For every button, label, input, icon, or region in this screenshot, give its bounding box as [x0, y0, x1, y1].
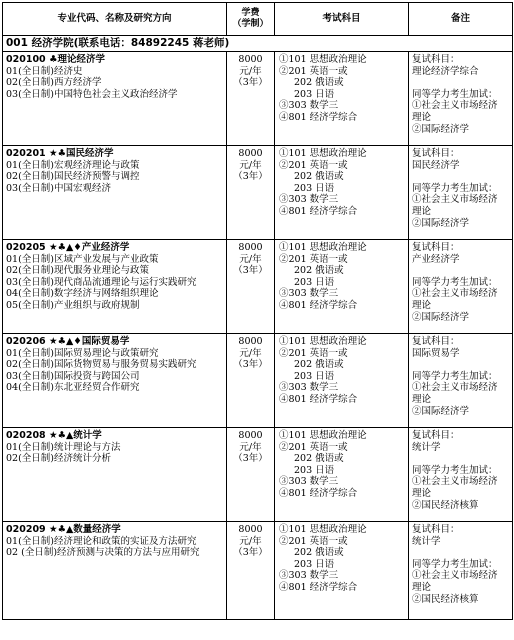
exam-subject: ②201 英语一或: [279, 441, 348, 453]
retest-subject: 产业经济学: [412, 253, 460, 265]
research-direction: 01(全日制)宏观经济理论与政策: [6, 159, 140, 171]
fee-unit: 元/年: [239, 441, 262, 453]
fee-years: （3年）: [233, 359, 268, 371]
exam-subject: ③303 数学三: [279, 194, 339, 206]
research-direction: 03(全日制)国际投资与跨国公司: [6, 370, 140, 382]
fee-amount: 8000: [238, 54, 263, 65]
notes-gap: [412, 547, 510, 559]
college-row: [3, 36, 513, 52]
major-row: [3, 146, 513, 240]
exam-cell: [275, 428, 409, 522]
notes-gap: [412, 171, 510, 183]
retest-label: 复试科目：: [412, 524, 460, 535]
exam-subject: ④801 经济学综合: [279, 111, 358, 123]
research-direction: 01(全日制)经济史: [6, 65, 83, 77]
major-rows: [3, 52, 513, 620]
exam-cell: [275, 146, 409, 240]
retest-subject: 统计学: [412, 441, 441, 453]
exam-subject: 202 俄语或: [294, 265, 344, 277]
notes-cell: [409, 522, 513, 620]
research-direction: 02 (全日制)经济预测与决策的方法与应用研究: [6, 547, 200, 559]
research-direction: 04(全日制)数字经济与网络组织理论: [6, 288, 159, 300]
fee-cell: [227, 146, 275, 240]
exam-subject: 203 日语: [294, 558, 335, 570]
exam-subject: 203 日语: [294, 464, 335, 476]
major-cell: [3, 334, 227, 428]
exam-cell: [275, 52, 409, 146]
equiv-label: 同等学力考生加试：: [412, 182, 498, 194]
major-cell: [3, 52, 227, 146]
exam-subject: ①101 思想政治理论: [279, 430, 367, 441]
notes-cell: [409, 334, 513, 428]
fee-unit: 元/年: [239, 535, 262, 547]
equiv-subject: ①社会主义市场经济: [412, 382, 498, 394]
header-notes: 备注: [409, 3, 513, 36]
major-cell: [3, 146, 227, 240]
equiv-subject: ②国际经济学: [412, 405, 470, 417]
exam-subject: ④801 经济学综合: [279, 393, 358, 405]
exam-subject: ①101 思想政治理论: [279, 524, 367, 535]
exam-subject: ①101 思想政治理论: [279, 54, 367, 65]
fee-cell: [227, 240, 275, 334]
fee-years: （3年）: [233, 547, 268, 559]
retest-label: 复试科目：: [412, 336, 460, 347]
fee-years: （3年）: [233, 453, 268, 465]
exam-subject: 202 俄语或: [294, 453, 344, 465]
retest-label: 复试科目：: [412, 430, 460, 441]
retest-subject: 国民经济学: [412, 159, 460, 171]
research-direction: 02(全日制)经济统计分析: [6, 453, 112, 465]
exam-subject: ④801 经济学综合: [279, 299, 358, 311]
research-direction: 03(全日制)现代商品流通理论与运行实践研究: [6, 276, 197, 288]
major-row: [3, 240, 513, 334]
research-direction: 03(全日制)中国特色社会主义政治经济学: [6, 88, 178, 100]
major-code: 020206 ★♣▲♦国际贸易学: [6, 336, 130, 347]
notes-cell: [409, 146, 513, 240]
fee-cell: [227, 334, 275, 428]
exam-subject: 203 日语: [294, 276, 335, 288]
research-direction: 02(全日制)国际货物贸易与服务贸易实践研究: [6, 359, 197, 371]
research-direction: 04(全日制)东北亚经贸合作研究: [6, 382, 140, 394]
equiv-subject: ②国民经济核算: [412, 593, 479, 605]
notes-cell: [409, 52, 513, 146]
exam-cell: [275, 240, 409, 334]
header-exam: 考试科目: [275, 3, 409, 36]
major-code: 020209 ★♣▲数量经济学: [6, 524, 121, 535]
fee-amount: 8000: [238, 242, 263, 253]
exam-subject: ①101 思想政治理论: [279, 148, 367, 159]
major-row: [3, 52, 513, 146]
fee-amount: 8000: [238, 524, 263, 535]
retest-label: 复试科目：: [412, 148, 460, 159]
equiv-label: 同等学力考生加试：: [412, 370, 498, 382]
fee-years: （3年）: [233, 265, 268, 277]
equiv-subject: ②国际经济学: [412, 217, 470, 229]
exam-subject: 202 俄语或: [294, 359, 344, 371]
header-fee-line2: （学制）: [232, 19, 269, 29]
fee-unit: 元/年: [239, 253, 262, 265]
major-code: 020201 ★♣国民经济学: [6, 148, 114, 159]
equiv-subject: 理论: [412, 393, 432, 405]
research-direction: 02(全日制)国民经济预警与调控: [6, 171, 140, 183]
exam-subject: ②201 英语一或: [279, 535, 348, 547]
fee-cell: [227, 428, 275, 522]
exam-subject: 202 俄语或: [294, 547, 344, 559]
equiv-subject: ①社会主义市场经济: [412, 194, 498, 206]
notes-cell: [409, 240, 513, 334]
equiv-subject: 理论: [412, 111, 432, 123]
notes-gap: [412, 265, 510, 277]
fee-cell: [227, 522, 275, 620]
major-code: 020208 ★♣▲统计学: [6, 430, 102, 441]
fee-amount: 8000: [238, 148, 263, 159]
retest-label: 复试科目：: [412, 242, 460, 253]
fee-unit: 元/年: [239, 65, 262, 77]
fee-unit: 元/年: [239, 159, 262, 171]
exam-cell: [275, 522, 409, 620]
exam-subject: 202 俄语或: [294, 171, 344, 183]
research-direction: 01(全日制)统计理论与方法: [6, 441, 121, 453]
notes-gap: [412, 453, 510, 465]
equiv-subject: 理论: [412, 581, 432, 593]
exam-subject: ④801 经济学综合: [279, 487, 358, 499]
fee-years: （3年）: [233, 77, 268, 89]
exam-subject: ③303 数学三: [279, 100, 339, 112]
exam-subject: ②201 英语一或: [279, 159, 348, 171]
research-direction: 02(全日制)西方经济学: [6, 77, 102, 89]
retest-label: 复试科目：: [412, 54, 460, 65]
college-title: 001 经济学院(联系电话：84892245 蒋老师): [3, 36, 513, 52]
equiv-subject: ②国际经济学: [412, 123, 470, 135]
retest-subject: 理论经济学综合: [412, 65, 479, 77]
exam-subject: ④801 经济学综合: [279, 205, 358, 217]
research-direction: 03(全日制)中国宏观经济: [6, 182, 112, 194]
equiv-subject: ②国际经济学: [412, 311, 470, 323]
equiv-label: 同等学力考生加试：: [412, 276, 498, 288]
major-cell: [3, 522, 227, 620]
exam-subject: 203 日语: [294, 88, 335, 100]
research-direction: 02(全日制)现代服务业理论与政策: [6, 265, 150, 277]
major-row: [3, 428, 513, 522]
header-fee: [227, 3, 275, 36]
equiv-subject: ①社会主义市场经济: [412, 288, 498, 300]
equiv-label: 同等学力考生加试：: [412, 464, 498, 476]
major-code: 020205 ★♣▲♦产业经济学: [6, 242, 130, 253]
major-row: [3, 334, 513, 428]
program-table: [2, 2, 513, 620]
equiv-label: 同等学力考生加试：: [412, 88, 498, 100]
notes-cell: [409, 428, 513, 522]
fee-amount: 8000: [238, 430, 263, 441]
research-direction: 01(全日制)经济理论和政策的实证及方法研究: [6, 535, 197, 547]
notes-gap: [412, 359, 510, 371]
exam-subject: 202 俄语或: [294, 77, 344, 89]
exam-subject: ④801 经济学综合: [279, 581, 358, 593]
equiv-subject: 理论: [412, 487, 432, 499]
exam-subject: ③303 数学三: [279, 570, 339, 582]
exam-subject: ③303 数学三: [279, 288, 339, 300]
exam-subject: ②201 英语一或: [279, 347, 348, 359]
major-row: [3, 522, 513, 620]
fee-years: （3年）: [233, 171, 268, 183]
research-direction: 01(全日制)区域产业发展与产业政策: [6, 253, 159, 265]
exam-subject: ③303 数学三: [279, 476, 339, 488]
research-direction: 05(全日制)产业组织与政府规制: [6, 299, 140, 311]
exam-cell: [275, 334, 409, 428]
retest-subject: 国际贸易学: [412, 347, 460, 359]
exam-subject: ②201 英语一或: [279, 253, 348, 265]
header-fee-line1: 学费: [241, 8, 260, 18]
exam-subject: 203 日语: [294, 182, 335, 194]
major-code: 020100 ♣理论经济学: [6, 54, 105, 65]
equiv-subject: ①社会主义市场经济: [412, 476, 498, 488]
fee-cell: [227, 52, 275, 146]
equiv-label: 同等学力考生加试：: [412, 558, 498, 570]
fee-unit: 元/年: [239, 347, 262, 359]
exam-subject: ①101 思想政治理论: [279, 242, 367, 253]
header-major: 专业代码、名称及研究方向: [3, 3, 227, 36]
major-cell: [3, 240, 227, 334]
fee-amount: 8000: [238, 336, 263, 347]
retest-subject: 统计学: [412, 535, 441, 547]
equiv-subject: 理论: [412, 299, 432, 311]
notes-gap: [412, 77, 510, 89]
research-direction: 01(全日制)国际贸易理论与政策研究: [6, 347, 159, 359]
header-row: [3, 3, 513, 36]
exam-subject: 203 日语: [294, 370, 335, 382]
exam-subject: ③303 数学三: [279, 382, 339, 394]
equiv-subject: ②国民经济核算: [412, 499, 479, 511]
equiv-subject: ①社会主义市场经济: [412, 570, 498, 582]
exam-subject: ②201 英语一或: [279, 65, 348, 77]
major-cell: [3, 428, 227, 522]
equiv-subject: ①社会主义市场经济: [412, 100, 498, 112]
equiv-subject: 理论: [412, 205, 432, 217]
exam-subject: ①101 思想政治理论: [279, 336, 367, 347]
